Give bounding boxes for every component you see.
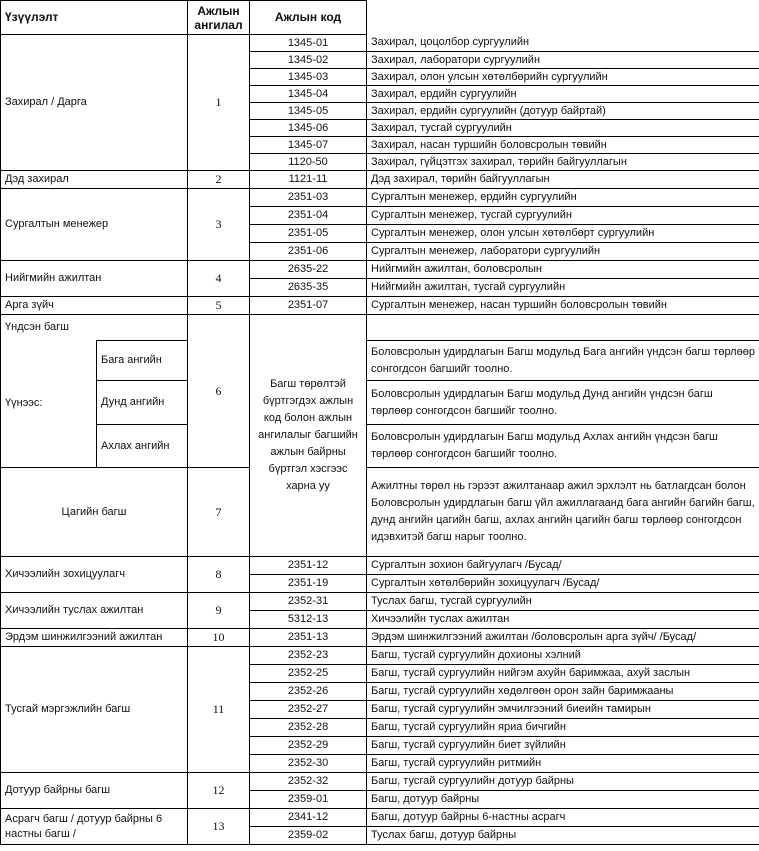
core-sub-label: Бага ангийн [97, 341, 188, 381]
group-coordinator-label: Хичээлийн зохицуулагч [1, 557, 188, 593]
job-code: 2359-02 [250, 827, 367, 845]
job-desc: Захирал, олон улсын хөтөлбөрийн сургуулийн [367, 69, 759, 86]
group-deputy-cat: 2 [188, 171, 250, 189]
group-director-cat: 1 [188, 35, 250, 171]
group-core-of: Үүнээс: [1, 341, 97, 468]
job-desc: Сургалтын зохион байгуулагч /Бусад/ [367, 557, 759, 575]
job-desc: Захирал, ердийн сургуулийн (дотуур байртай) [367, 103, 759, 120]
header-unit: Үзүүлэлт [1, 1, 188, 35]
group-manager-label: Сургалтын менежер [1, 189, 188, 261]
group-dorm-cat: 12 [188, 773, 250, 809]
job-desc: Захирал, ердийн сургуулийн [367, 86, 759, 103]
job-desc: Сургалтын менежер, лаборатори сургуулийн [367, 243, 759, 261]
job-desc: Багш, тусгай сургуулийн ритмийн [367, 755, 759, 773]
job-code: 2352-30 [250, 755, 367, 773]
job-desc: Сургалтын менежер, олон улсын хөтөлбөрт сургуулийн [367, 225, 759, 243]
job-desc: Захирал, тусгай сургуулийн [367, 120, 759, 137]
job-code: 1345-02 [250, 52, 367, 69]
group-special-cat: 11 [188, 647, 250, 773]
job-code: 2351-19 [250, 575, 367, 593]
job-code: 2352-27 [250, 701, 367, 719]
job-desc: Хичээлийн туслах ажилтан [367, 611, 759, 629]
job-desc: Захирал, лаборатори сургуулийн [367, 52, 759, 69]
job-code: 1345-05 [250, 103, 367, 120]
group-research-cat: 10 [188, 629, 250, 647]
job-desc: Захирал, гүйцэтгэх захирал, төрийн байгууллагын [367, 154, 759, 171]
group-special-label: Тусгай мэргэжлийн багш [1, 647, 188, 773]
group-coordinator-cat: 8 [188, 557, 250, 593]
job-code: 2351-04 [250, 207, 367, 225]
group-core-note: Багш төрөлтэй бүртгэгдэх ажлын код болон ажлын ангилалыг багшийн ажлын байрны бүртгэл хэсгээс харна уу [250, 315, 367, 557]
core-sub-desc: Боловсролын удирдлагын Багш модульд Бага ангийн үндсэн багш төрлөөр сонгогдсон багшийг тоолно. [367, 341, 759, 381]
job-code: 2359-01 [250, 791, 367, 809]
job-desc: Захирал, насан туршийн боловсролын төвийн [367, 137, 759, 154]
job-desc: Багш, тусгай сургуулийн биет зүйлийн [367, 737, 759, 755]
job-desc: Сургалтын менежер, насан туршийн боловсролын төвийн [367, 297, 759, 315]
job-code: 2352-29 [250, 737, 367, 755]
job-desc: Туслах багш, дотуур байрны [367, 827, 759, 845]
job-code: 2352-26 [250, 683, 367, 701]
header-category: Ажлын ангилал [188, 1, 250, 35]
group-dorm-label: Дотуур байрны багш [1, 773, 188, 809]
job-code: 1345-06 [250, 120, 367, 137]
group-deputy-label: Дэд захирал [1, 171, 188, 189]
job-desc: Нийгмийн ажилтан, тусгай сургуулийн [367, 279, 759, 297]
group-method-cat: 5 [188, 297, 250, 315]
job-desc: Багш, тусгай сургуулийн нийгэм ахуйн баримжаа, ахуй заслын [367, 665, 759, 683]
job-code: 2351-07 [250, 297, 367, 315]
job-code: 2635-35 [250, 279, 367, 297]
job-code: 1121-11 [250, 171, 367, 189]
job-code: 1120-50 [250, 154, 367, 171]
job-desc: Сургалтын менежер, тусгай сургуулийн [367, 207, 759, 225]
job-code: 2351-05 [250, 225, 367, 243]
core-sub-label: Ахлах ангийн [97, 425, 188, 468]
job-code: 5312-13 [250, 611, 367, 629]
group-hourly-label: Цагийн багш [1, 468, 188, 557]
job-desc: Захирал, цоцолбор сургуулийн [367, 35, 759, 52]
group-core-label: Үндсэн багш [1, 315, 188, 341]
job-desc: Багш, тусгай сургуулийн дотуур байрны [367, 773, 759, 791]
job-desc: Нийгмийн ажилтан, боловсролын [367, 261, 759, 279]
job-code: 2351-12 [250, 557, 367, 575]
header-desc-blank [367, 1, 759, 35]
job-desc: Сургалтын хөтөлбөрийн зохицуулагч /Бусад/ [367, 575, 759, 593]
job-code: 2635-22 [250, 261, 367, 279]
core-sub-desc: Боловсролын удирдлагын Багш модульд Дунд ангийн үндсэн багш төрлөөр сонгогдсон багшийг тоолно. [367, 381, 759, 425]
job-code: 2351-03 [250, 189, 367, 207]
group-director-label: Захирал / Дарга [1, 35, 188, 171]
group-assistant-cat: 9 [188, 593, 250, 629]
job-code: 2352-25 [250, 665, 367, 683]
job-code: 2351-13 [250, 629, 367, 647]
job-desc: Багш, тусгай сургуулийн хөдөлгөөн орон зайн баримжааны [367, 683, 759, 701]
job-desc: Эрдэм шинжилгээний ажилтан /боловсролын арга зүйч/ /Бусад/ [367, 629, 759, 647]
group-nanny-label: Асрагч багш / дотуур байрны 6 настны багш / [1, 809, 188, 845]
group-social-label: Нийгмийн ажилтан [1, 261, 188, 297]
job-desc: Сургалтын менежер, ердийн сургуулийн [367, 189, 759, 207]
job-code: 2352-31 [250, 593, 367, 611]
job-code: 2352-23 [250, 647, 367, 665]
job-desc: Багш, дотуур байрны 6-настны асрагч [367, 809, 759, 827]
group-social-cat: 4 [188, 261, 250, 297]
core-sub-desc: Боловсролын удирдлагын Багш модульд Ахлах ангийн үндсэн багш төрлөөр сонгогдсон багшийг тоолно. [367, 425, 759, 468]
group-nanny-cat: 13 [188, 809, 250, 845]
job-code: 1345-07 [250, 137, 367, 154]
core-sub-label: Дунд ангийн [97, 381, 188, 425]
job-code: 2341-12 [250, 809, 367, 827]
group-research-label: Эрдэм шинжилгээний ажилтан [1, 629, 188, 647]
job-desc: Туслах багш, тусгай сургуулийн [367, 593, 759, 611]
group-hourly-desc: Ажилтны төрөл нь гэрээт ажилтанаар ажил эрхлэлт нь батлагдсан болон Боловсролын удирдлагын багш үйл ажиллагаанд бага ангийн багийн багш, дунд ангийн цагийн багш, ахлах ангийн цагийн багш төрлөөр сонгогдсон идэвхитэй багш нарыг тоолно. [367, 468, 759, 557]
job-code: 2352-32 [250, 773, 367, 791]
desc-blank [367, 315, 759, 341]
job-desc: Багш, тусгай сургуулийн яриа бичгийн [367, 719, 759, 737]
group-core-cat: 6 [188, 315, 250, 468]
job-desc: Багш, дотуур байрны [367, 791, 759, 809]
job-code: 2352-28 [250, 719, 367, 737]
group-hourly-cat: 7 [188, 468, 250, 557]
job-desc: Дэд захирал, төрийн байгууллагын [367, 171, 759, 189]
group-method-label: Арга зүйч [1, 297, 188, 315]
job-code: 2351-06 [250, 243, 367, 261]
job-code: 1345-04 [250, 86, 367, 103]
group-manager-cat: 3 [188, 189, 250, 261]
header-code: Ажлын код [250, 1, 367, 35]
job-code: 1345-03 [250, 69, 367, 86]
group-assistant-label: Хичээлийн туслах ажилтан [1, 593, 188, 629]
job-desc: Багш, тусгай сургуулийн дохионы хэлний [367, 647, 759, 665]
job-desc: Багш, тусгай сургуулийн эмчилгээний биеийн тамирын [367, 701, 759, 719]
job-code: 1345-01 [250, 35, 367, 52]
